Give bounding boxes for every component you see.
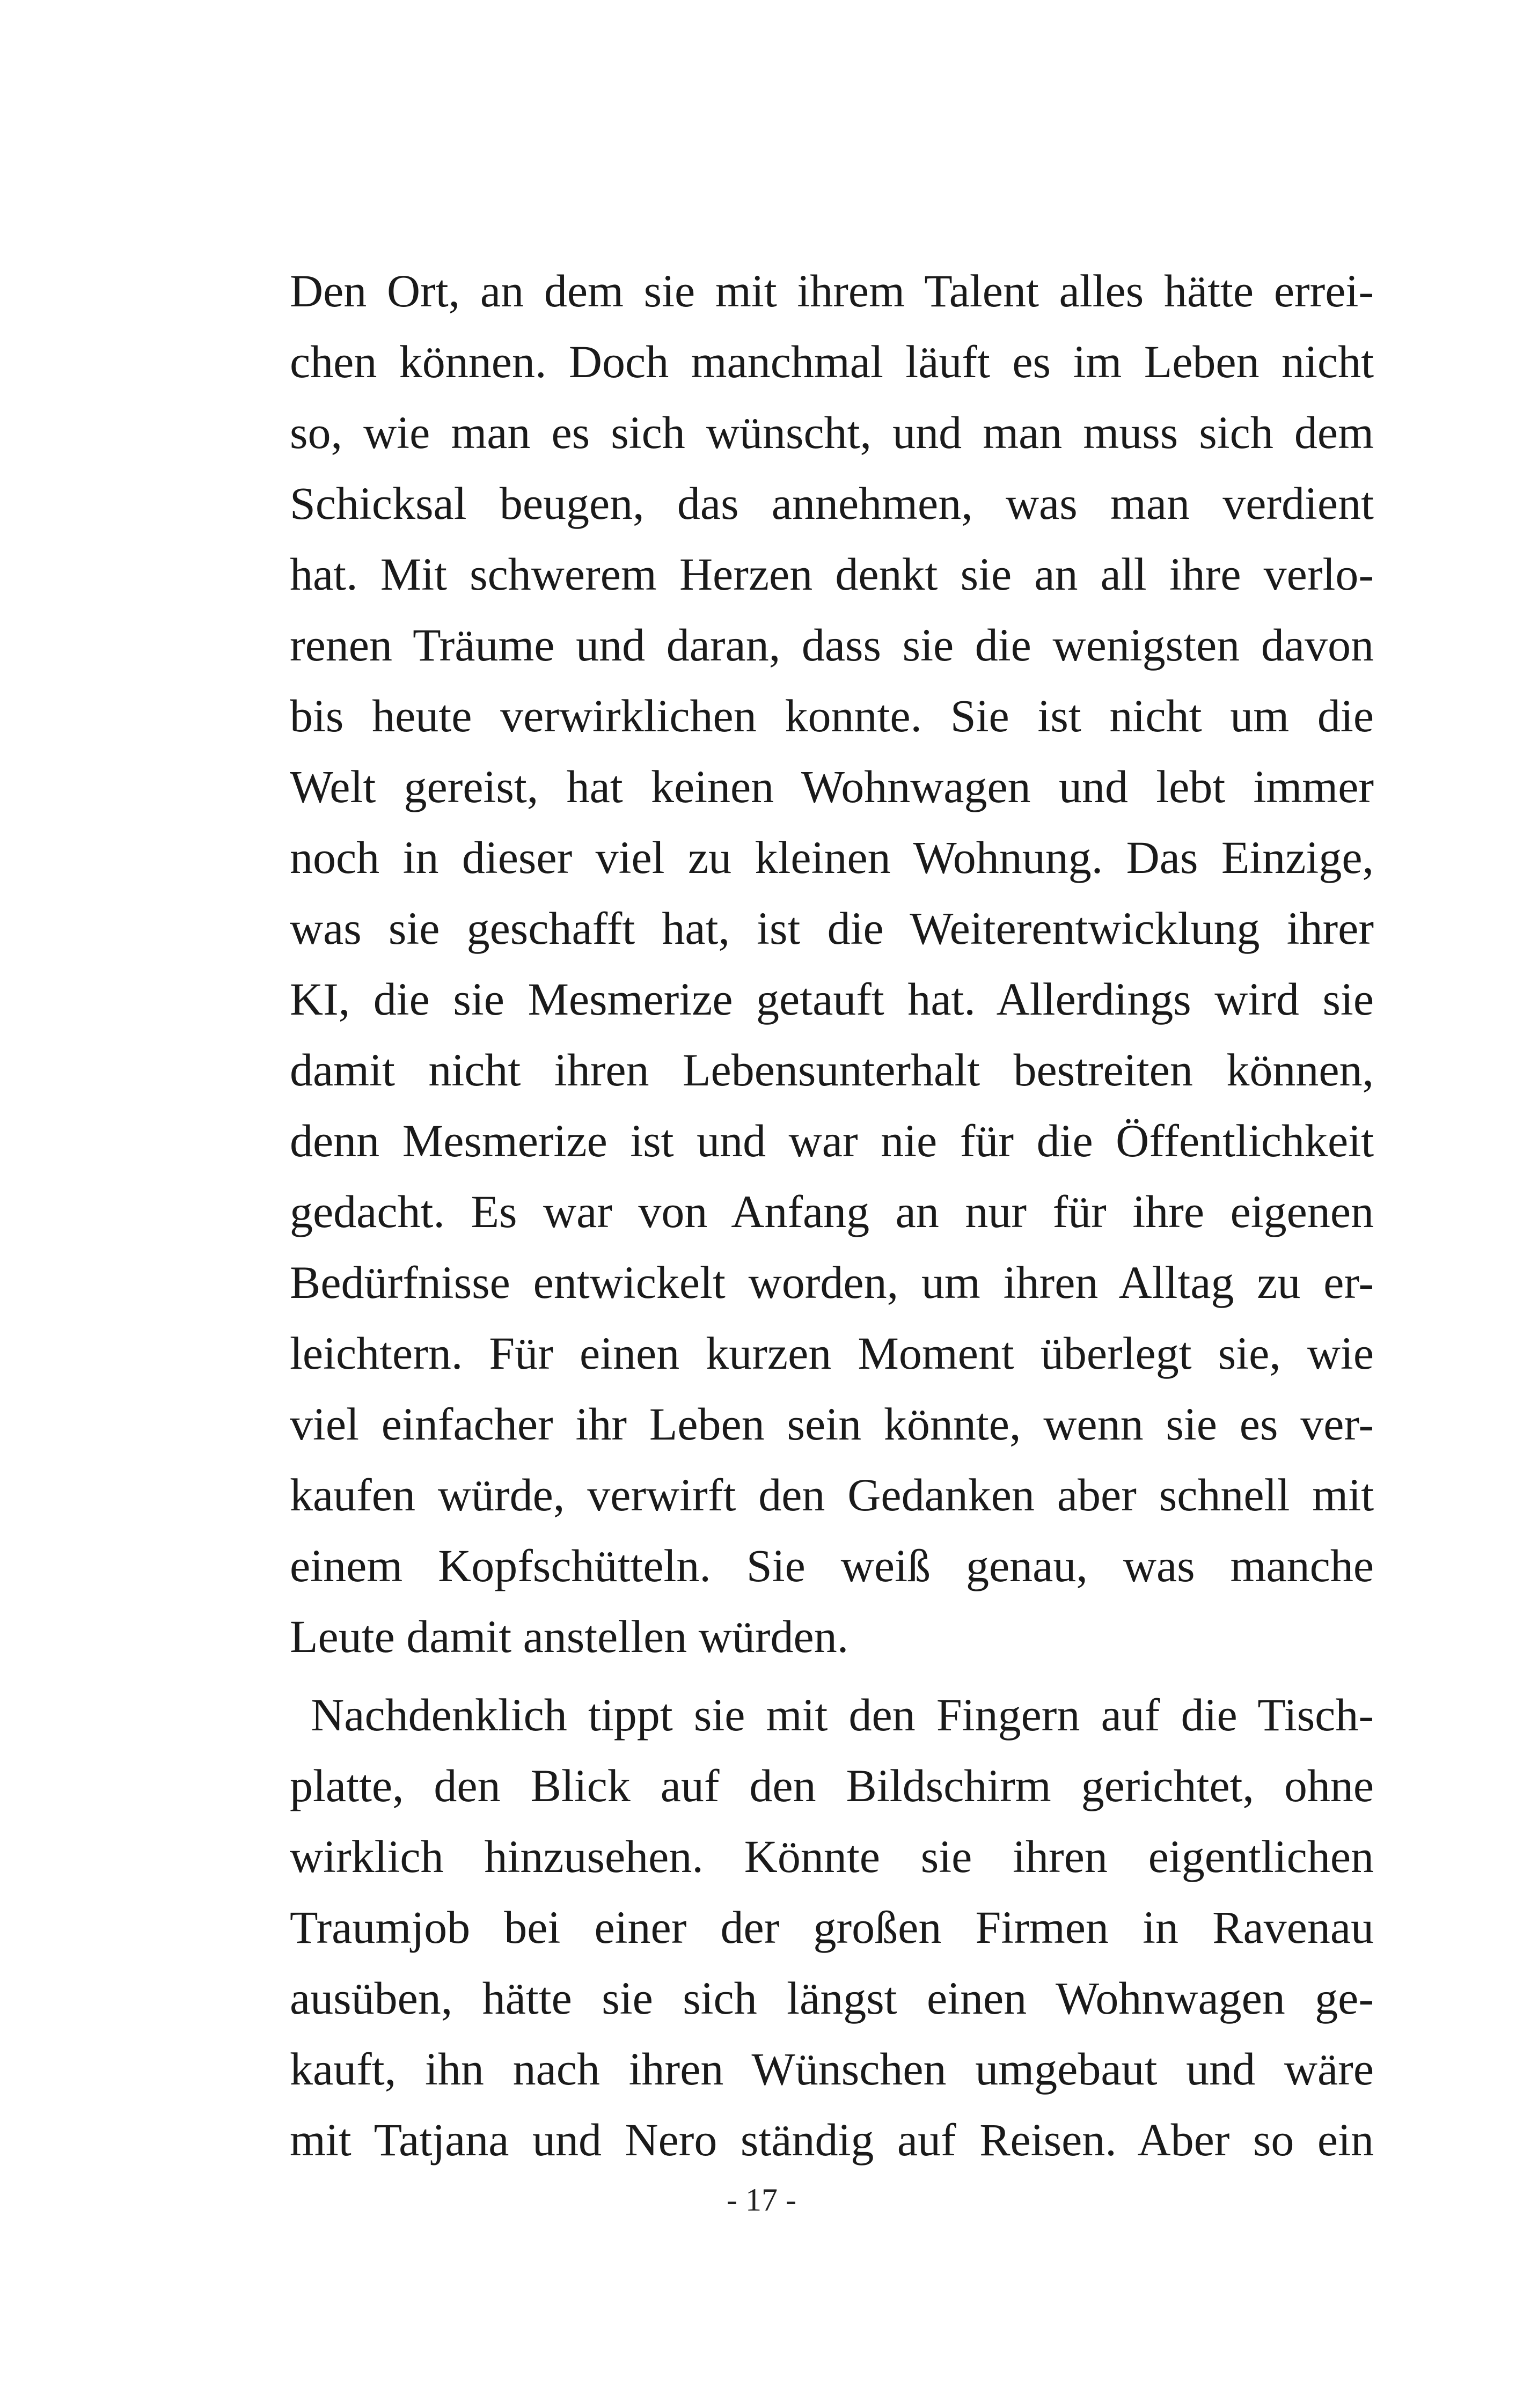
text-line: damit nicht ihren Lebensunterhalt bestreiten können,: [290, 1044, 1374, 1096]
paragraph-1: [290, 255, 1374, 1672]
text-line: ausüben, hätte sie sich längst einen Wohnwagen ge-: [290, 1972, 1374, 2024]
page-number: - 17 -: [727, 2182, 796, 2218]
text-line: Welt gereist, hat keinen Wohnwagen und lebt immer: [290, 761, 1374, 812]
text-line: bis heute verwirklichen konnte. Sie ist nicht um die: [290, 690, 1374, 742]
text-line: Traumjob bei einer der großen Firmen in Ravenau: [290, 1902, 1374, 1953]
text-line: hat. Mit schwerem Herzen denkt sie an all ihre verlo-: [290, 548, 1374, 600]
text-line: kauft, ihn nach ihren Wünschen umgebaut und wäre: [290, 2043, 1374, 2095]
text-line: KI, die sie Mesmerize getauft hat. Allerdings wird sie: [290, 973, 1374, 1025]
text-line: Bedürfnisse entwickelt worden, um ihren Alltag zu er-: [290, 1257, 1374, 1308]
text-line: Nachdenklich tippt sie mit den Fingern auf die Tisch-: [290, 1689, 1374, 1741]
text-line: platte, den Blick auf den Bildschirm gerichtet, ohne: [290, 1760, 1374, 1811]
text-line: noch in dieser viel zu kleinen Wohnung. Das Einzige,: [290, 832, 1374, 883]
text-line: kaufen würde, verwirft den Gedanken aber schnell mit: [290, 1469, 1374, 1521]
text-line: was sie geschafft hat, ist die Weiterentwicklung ihrer: [290, 902, 1374, 954]
text-line: wirklich hinzusehen. Könnte sie ihren eigentlichen: [290, 1831, 1374, 1882]
text-line: Schicksal beugen, das annehmen, was man verdient: [290, 478, 1374, 529]
paragraph-2: [290, 1679, 1374, 2175]
text-line: Den Ort, an dem sie mit ihrem Talent alles hätte errei-: [290, 265, 1374, 317]
text-line: gedacht. Es war von Anfang an nur für ihre eigenen: [290, 1186, 1374, 1237]
text-line: renen Träume und daran, dass sie die wenigsten davon: [290, 619, 1374, 671]
text-line: so, wie man es sich wünscht, und man muss sich dem: [290, 407, 1374, 458]
text-line: viel einfacher ihr Leben sein könnte, wenn sie es ver-: [290, 1398, 1374, 1450]
body-text: [290, 255, 1374, 2175]
text-line: Leute damit anstellen würden.: [290, 1611, 849, 1662]
text-line: einem Kopfschütteln. Sie weiß genau, was manche: [290, 1540, 1374, 1591]
text-line: mit Tatjana und Nero ständig auf Reisen. Aber so ein: [290, 2114, 1374, 2165]
text-line: denn Mesmerize ist und war nie für die Öffentlichkeit: [290, 1115, 1374, 1166]
text-line: leichtern. Für einen kurzen Moment überlegt sie, wie: [290, 1327, 1374, 1379]
paragraph-gap: [290, 1672, 1374, 1679]
text-line: chen können. Doch manchmal läuft es im Leben nicht: [290, 336, 1374, 387]
